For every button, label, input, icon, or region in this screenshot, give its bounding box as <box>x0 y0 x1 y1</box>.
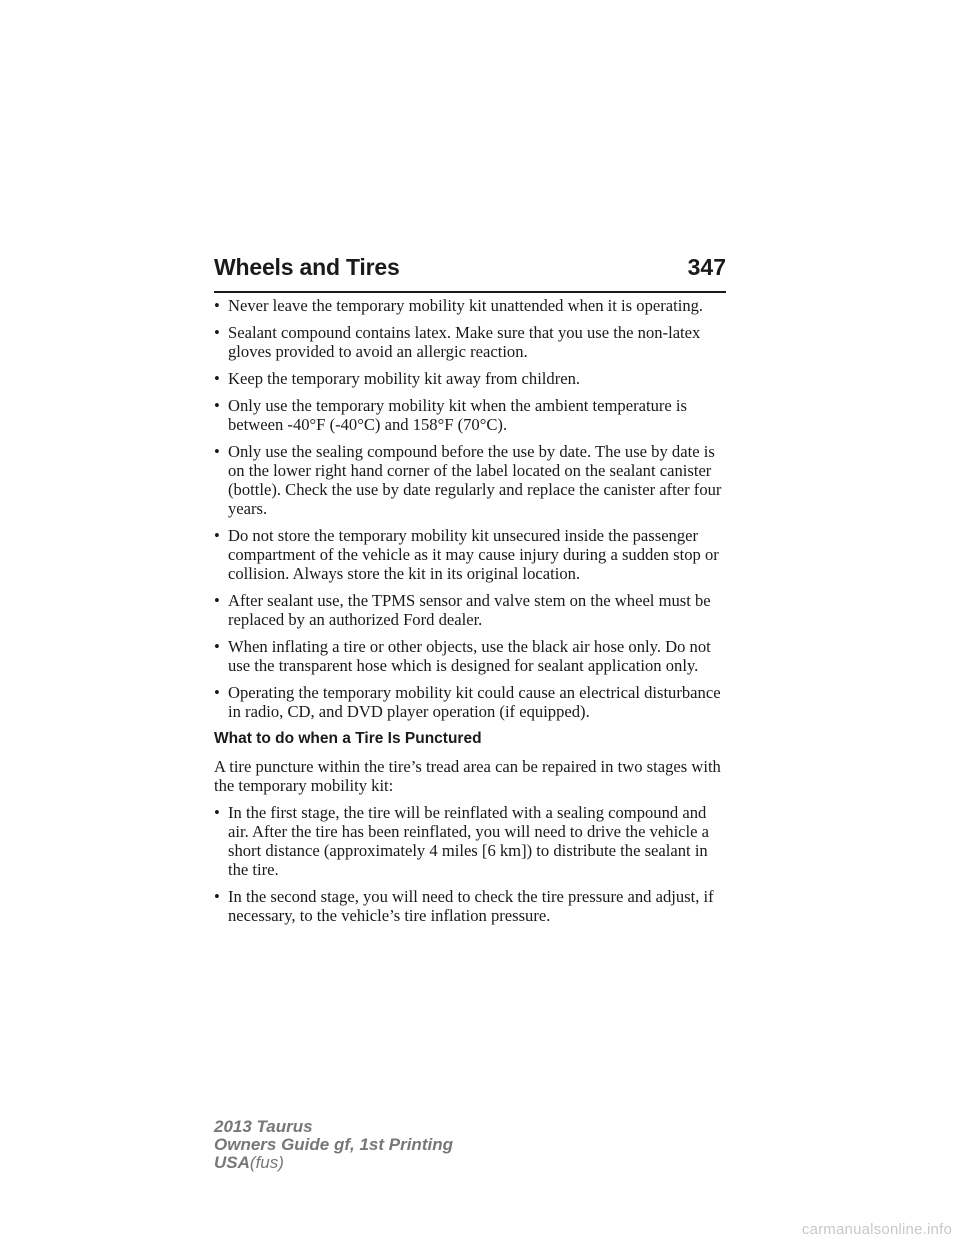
stage-list <box>214 803 726 925</box>
list-item <box>214 803 726 879</box>
bullet-icon: • <box>214 526 220 545</box>
list-item <box>214 323 726 361</box>
footer-market-code: USA <box>214 1153 250 1172</box>
list-item <box>214 296 726 315</box>
list-item <box>214 683 726 721</box>
bullet-icon: • <box>214 396 220 415</box>
list-item <box>214 887 726 925</box>
list-item <box>214 442 726 518</box>
bullet-icon: • <box>214 683 220 702</box>
section-heading: What to do when a Tire Is Punctured <box>214 730 482 747</box>
header-rule <box>214 291 726 293</box>
list-item-text: Only use the sealing compound before the use by date. The use by date is on the lower right hand corner of the label located on the sealant canister (bottle). Check the use by date regularly and replace the canister after four years. <box>228 442 722 518</box>
footer-market <box>214 1154 453 1172</box>
bullet-icon: • <box>214 296 220 315</box>
list-item-text: Do not store the temporary mobility kit unsecured inside the passenger compartment of the vehicle as it may cause injury during a sudden stop or collision. Always store the kit in its original location. <box>228 526 719 583</box>
list-item-text: Only use the temporary mobility kit when the ambient temperature is between -40°F (-40°C) and 158°F (70°C). <box>228 396 687 434</box>
warning-list <box>214 296 726 721</box>
footer-market-suffix: (fus) <box>249 1153 284 1172</box>
bullet-icon: • <box>214 369 220 388</box>
bullet-icon: • <box>214 887 220 906</box>
section-title: Wheels and Tires <box>214 254 400 280</box>
list-item-text: When inflating a tire or other objects, use the black air hose only. Do not use the transparent hose which is designed for sealant application only. <box>228 637 711 675</box>
bullet-icon: • <box>214 803 220 822</box>
list-item <box>214 526 726 583</box>
list-item-text: In the second stage, you will need to check the tire pressure and adjust, if necessary, to the vehicle’s tire inflation pressure. <box>228 887 714 925</box>
list-item-text: Keep the temporary mobility kit away from children. <box>228 369 581 388</box>
list-item-text: Sealant compound contains latex. Make sure that you use the non-latex gloves provided to avoid an allergic reaction. <box>228 323 701 361</box>
bullet-icon: • <box>214 442 220 461</box>
page-number: 347 <box>687 254 726 280</box>
watermark: carmanualsonline.info <box>801 1221 952 1238</box>
footer-edition: Owners Guide gf, 1st Printing <box>214 1135 453 1154</box>
list-item <box>214 637 726 675</box>
list-item <box>214 369 726 388</box>
list-item-text: After sealant use, the TPMS sensor and valve stem on the wheel must be replaced by an authorized Ford dealer. <box>228 591 711 629</box>
list-item-text: Operating the temporary mobility kit could cause an electrical disturbance in radio, CD, and DVD player operation (if equipped). <box>228 683 721 721</box>
bullet-icon: • <box>214 323 220 342</box>
footer-model: 2013 Taurus <box>214 1117 313 1136</box>
page-content <box>214 296 726 933</box>
list-item <box>214 591 726 629</box>
page-header <box>214 254 726 286</box>
list-item <box>214 396 726 434</box>
list-item-text: Never leave the temporary mobility kit unattended when it is operating. <box>228 296 704 315</box>
section-intro: A tire puncture within the tire’s tread area can be repaired in two stages with the temporary mobility kit: <box>214 757 721 795</box>
bullet-icon: • <box>214 591 220 610</box>
print-footer <box>214 1118 453 1172</box>
bullet-icon: • <box>214 637 220 656</box>
list-item-text: In the first stage, the tire will be reinflated with a sealing compound and air. After the tire has been reinflated, you will need to drive the vehicle a short distance (approximately 4 miles [6 km]) to distribute the sealant in the tire. <box>228 803 710 879</box>
